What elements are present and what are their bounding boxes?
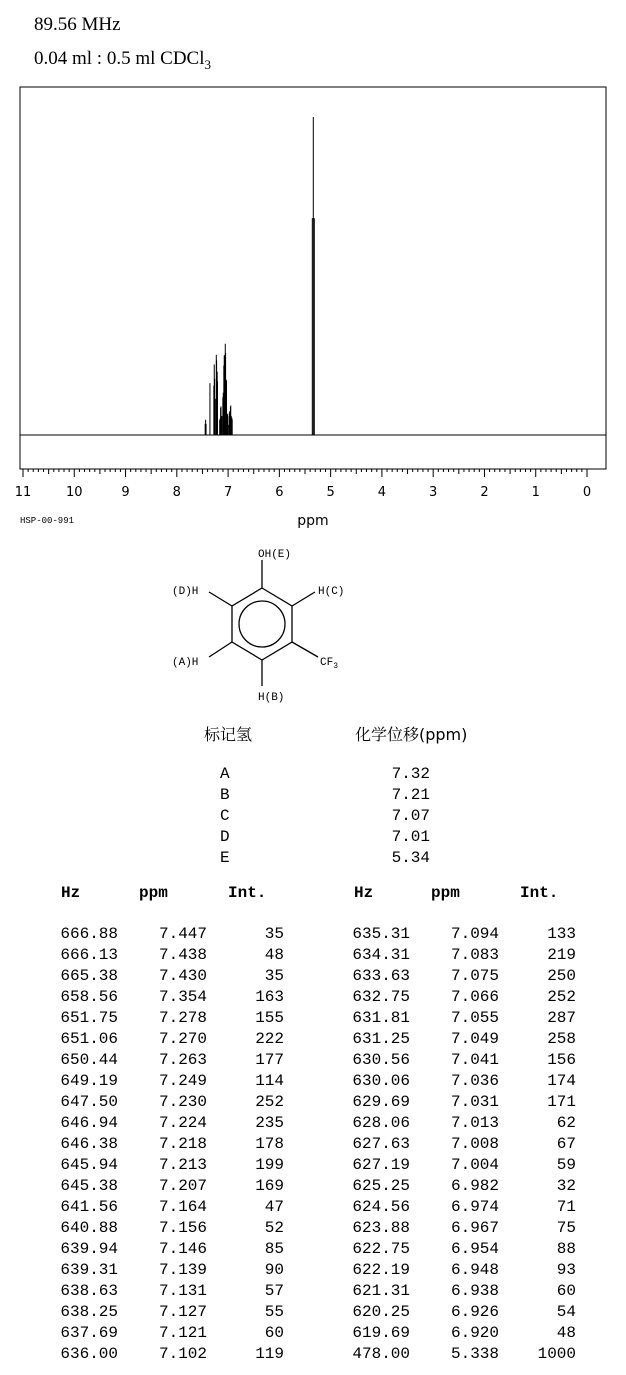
peak-intensity: 48: [264, 946, 284, 964]
assignment-shift: 5.34: [391, 849, 430, 867]
peak-hz: 646.38: [60, 1135, 118, 1153]
peak-row: [328, 1344, 576, 1365]
peak-hz: 646.94: [60, 1114, 118, 1132]
peak-ppm: 7.249: [158, 1072, 207, 1090]
peak-ppm: 7.447: [158, 925, 207, 943]
peak-table-right: [328, 924, 576, 1365]
peak-row: [328, 1260, 576, 1281]
label-oh: OH(E): [258, 549, 292, 561]
x-tick-label-11: 11: [14, 485, 32, 500]
peak-ppm: 7.066: [450, 988, 499, 1006]
peak-hz: 651.75: [60, 1009, 118, 1027]
peak-row: [36, 1281, 284, 1302]
peak-intensity: 199: [255, 1156, 284, 1174]
peak-row: [328, 966, 576, 987]
cf3-text: CF: [320, 657, 334, 669]
spectrometer-frequency: 89.56 MHz: [34, 14, 121, 35]
peak-hz: 619.69: [352, 1324, 410, 1342]
peak-row: [36, 1302, 284, 1323]
peak-row: [328, 1302, 576, 1323]
peak-row: [36, 1050, 284, 1071]
spectrum-code: HSP-00-991: [20, 516, 75, 526]
peak-intensity: 35: [264, 967, 284, 985]
peak-ppm: 7.008: [450, 1135, 499, 1153]
cf3-subscript: 3: [333, 662, 339, 671]
molecule-structure: [150, 540, 390, 710]
peak-row: [36, 1134, 284, 1155]
peak-row: [328, 1113, 576, 1134]
peak-intensity: 59: [556, 1156, 576, 1174]
peak-hz: 658.56: [60, 988, 118, 1006]
assignment-proton: B: [220, 786, 230, 804]
peak-ppm: 6.926: [450, 1303, 499, 1321]
peak-intensity: 55: [264, 1303, 284, 1321]
peak-hz: 651.06: [60, 1030, 118, 1048]
peak-ppm: 7.041: [450, 1051, 499, 1069]
peak-intensity: 32: [556, 1177, 576, 1195]
peak-ppm: 7.146: [158, 1240, 207, 1258]
peak-intensity: 258: [547, 1030, 576, 1048]
bond-hd: [209, 592, 232, 606]
peak-hz: 622.19: [352, 1261, 410, 1279]
peak-hz: 627.63: [352, 1135, 410, 1153]
assignment-table: [210, 764, 430, 869]
assignment-row: [210, 785, 430, 806]
peak-ppm: 7.004: [450, 1156, 499, 1174]
peak-header-hz-right: Hz: [354, 884, 374, 902]
peak-ppm: 6.948: [450, 1261, 499, 1279]
peak-ppm: 7.207: [158, 1177, 207, 1195]
label-hc: H(C): [318, 586, 345, 598]
peak-intensity: 54: [556, 1303, 576, 1321]
peak-row: [36, 987, 284, 1008]
peak-intensity: 235: [255, 1114, 284, 1132]
peak-header-int-left: Int.: [228, 884, 267, 902]
peak-hz: 630.06: [352, 1072, 410, 1090]
peak-hz: 639.31: [60, 1261, 118, 1279]
peak-hz: 635.31: [352, 925, 410, 943]
peak-intensity: 156: [547, 1051, 576, 1069]
spectrum-peaks: [205, 117, 313, 435]
peak-row: [36, 1197, 284, 1218]
peak-intensity: 119: [255, 1345, 284, 1363]
peak-intensity: 133: [547, 925, 576, 943]
peak-row: [328, 1155, 576, 1176]
peak-hz: 634.31: [352, 946, 410, 964]
peak-ppm: 7.131: [158, 1282, 207, 1300]
label-hb: H(B): [258, 692, 285, 704]
peak-row: [328, 1323, 576, 1344]
peak-intensity: 71: [556, 1198, 576, 1216]
assignment-proton: C: [220, 807, 230, 825]
assignment-row: [210, 764, 430, 785]
peak-hz: 632.75: [352, 988, 410, 1006]
peak-row: [328, 1281, 576, 1302]
peak-hz: 631.81: [352, 1009, 410, 1027]
peak-hz: 665.38: [60, 967, 118, 985]
x-axis: [15, 469, 606, 500]
peak-ppm: 7.013: [450, 1114, 499, 1132]
peak-hz: 649.19: [60, 1072, 118, 1090]
peak-row: [328, 1239, 576, 1260]
peak-intensity: 169: [255, 1177, 284, 1195]
peak-ppm: 6.954: [450, 1240, 499, 1258]
peak-hz: 647.50: [60, 1093, 118, 1111]
x-tick-label-2: 2: [480, 485, 489, 500]
peak-ppm: 7.224: [158, 1114, 207, 1132]
x-tick-label-6: 6: [275, 485, 284, 500]
peak-row: [36, 1029, 284, 1050]
bond-cf3: [292, 642, 318, 657]
peak-header-ppm-left: ppm: [139, 884, 168, 902]
peak-row: [36, 1260, 284, 1281]
peak-intensity: 52: [264, 1219, 284, 1237]
peak-ppm: 7.083: [450, 946, 499, 964]
peak-hz: 631.25: [352, 1030, 410, 1048]
peak-hz: 666.13: [60, 946, 118, 964]
peak-ppm: 7.049: [450, 1030, 499, 1048]
peak-hz: 639.94: [60, 1240, 118, 1258]
x-tick-label-8: 8: [172, 485, 181, 500]
peak-hz: 627.19: [352, 1156, 410, 1174]
peak-row: [328, 1008, 576, 1029]
peak-hz: 622.75: [352, 1240, 410, 1258]
peak-intensity: 155: [255, 1009, 284, 1027]
x-tick-label-0: 0: [582, 485, 592, 500]
peak-intensity: 93: [556, 1261, 576, 1279]
peak-intensity: 252: [547, 988, 576, 1006]
x-tick-label-1: 1: [531, 485, 540, 500]
peak-row: [36, 1239, 284, 1260]
bond-ha: [209, 642, 232, 657]
solvent-subscript: 3: [204, 57, 211, 72]
peak-row: [36, 1323, 284, 1344]
solvent-text: 0.04 ml : 0.5 ml CDCl: [34, 48, 205, 69]
peak-intensity: 62: [556, 1114, 576, 1132]
assignment-shift: 7.32: [391, 765, 430, 783]
peak-row: [328, 1176, 576, 1197]
assignment-label-header: 标记氢: [204, 725, 253, 744]
peak-hz: 478.00: [352, 1345, 410, 1363]
peak-ppm: 7.036: [450, 1072, 499, 1090]
peak-row: [328, 1050, 576, 1071]
peak-hz: 637.69: [60, 1324, 118, 1342]
peak-hz: 625.25: [352, 1177, 410, 1195]
peak-hz: 640.88: [60, 1219, 118, 1237]
peak-row: [36, 1008, 284, 1029]
peak-row: [36, 1344, 284, 1365]
peak-row: [328, 1071, 576, 1092]
peak-ppm: 7.354: [158, 988, 207, 1006]
label-ha: (A)H: [172, 657, 199, 669]
assignment-shift: 7.01: [391, 828, 430, 846]
peak-intensity: 60: [556, 1282, 576, 1300]
peak-ppm: 7.218: [158, 1135, 207, 1153]
peak-hz: 666.88: [60, 925, 118, 943]
peak-ppm: 7.127: [158, 1303, 207, 1321]
peak-header-int-right: Int.: [520, 884, 559, 902]
peak-ppm: 7.213: [158, 1156, 207, 1174]
peak-row: [328, 1134, 576, 1155]
peak-row: [36, 1218, 284, 1239]
peak-intensity: 57: [264, 1282, 284, 1300]
peak-ppm: 7.102: [158, 1345, 207, 1363]
peak-intensity: 85: [264, 1240, 284, 1258]
assignment-shift: 7.21: [391, 786, 430, 804]
benzene-ring: [232, 588, 292, 660]
peak-hz: 633.63: [352, 967, 410, 985]
peak-row: [328, 924, 576, 945]
peak-row: [36, 1155, 284, 1176]
peak-intensity: 219: [547, 946, 576, 964]
peak-intensity: 163: [255, 988, 284, 1006]
peak-hz: 641.56: [60, 1198, 118, 1216]
peak-intensity: 67: [556, 1135, 576, 1153]
peak-row: [36, 945, 284, 966]
peak-row: [328, 987, 576, 1008]
peak-ppm: 7.164: [158, 1198, 207, 1216]
peak-ppm: 7.270: [158, 1030, 207, 1048]
assignment-row: [210, 806, 430, 827]
peak-hz: 645.38: [60, 1177, 118, 1195]
assignment-proton: D: [220, 828, 230, 846]
peak-intensity: 48: [556, 1324, 576, 1342]
label-cf3: [320, 657, 338, 671]
aromatic-circle: [239, 601, 285, 647]
peak-ppm: 6.920: [450, 1324, 499, 1342]
peak-ppm: 6.982: [450, 1177, 499, 1195]
x-tick-label-9: 9: [121, 485, 130, 500]
peak-intensity: 60: [264, 1324, 284, 1342]
peak-ppm: 6.938: [450, 1282, 499, 1300]
peak-hz: 621.31: [352, 1282, 410, 1300]
x-tick-label-10: 10: [65, 485, 83, 500]
peak-intensity: 177: [255, 1051, 284, 1069]
peak-intensity: 35: [264, 925, 284, 943]
peak-row: [36, 1113, 284, 1134]
peak-row: [328, 1197, 576, 1218]
peak-ppm: 7.263: [158, 1051, 207, 1069]
peak-hz: 623.88: [352, 1219, 410, 1237]
x-tick-label-5: 5: [326, 485, 335, 500]
peak-intensity: 252: [255, 1093, 284, 1111]
assignment-proton: A: [220, 765, 230, 783]
x-tick-label-3: 3: [429, 485, 438, 500]
peak-hz: 624.56: [352, 1198, 410, 1216]
peak-row: [36, 1092, 284, 1113]
peak-hz: 638.63: [60, 1282, 118, 1300]
peak-hz: 620.25: [352, 1303, 410, 1321]
peak-header-ppm-right: ppm: [431, 884, 460, 902]
peak-ppm: 6.967: [450, 1219, 499, 1237]
peak-hz: 629.69: [352, 1093, 410, 1111]
peak-hz: 645.94: [60, 1156, 118, 1174]
peak-intensity: 174: [547, 1072, 576, 1090]
peak-ppm: 7.156: [158, 1219, 207, 1237]
peak-ppm: 6.974: [450, 1198, 499, 1216]
peak-intensity: 90: [264, 1261, 284, 1279]
peak-hz: 636.00: [60, 1345, 118, 1363]
assignment-shift: 7.07: [391, 807, 430, 825]
peak-intensity: 1000: [537, 1345, 576, 1363]
peak-ppm: 7.121: [158, 1324, 207, 1342]
peak-row: [36, 966, 284, 987]
peak-hz: 638.25: [60, 1303, 118, 1321]
peak-intensity: 171: [547, 1093, 576, 1111]
peak-ppm: 7.230: [158, 1093, 207, 1111]
assignment-proton: E: [220, 849, 230, 867]
assignment-row: [210, 848, 430, 869]
peak-ppm: 7.094: [450, 925, 499, 943]
peak-ppm: 7.055: [450, 1009, 499, 1027]
peak-row: [328, 1092, 576, 1113]
peak-intensity: 88: [556, 1240, 576, 1258]
peak-row: [36, 1176, 284, 1197]
peak-ppm: 7.278: [158, 1009, 207, 1027]
peak-row: [36, 1071, 284, 1092]
peak-intensity: 178: [255, 1135, 284, 1153]
peak-ppm: 7.430: [158, 967, 207, 985]
peak-row: [328, 1218, 576, 1239]
x-axis-label: ppm: [297, 513, 329, 529]
nmr-spectrum-chart: [0, 80, 626, 530]
peak-hz: 650.44: [60, 1051, 118, 1069]
assignment-shift-header: 化学位移(ppm): [355, 725, 468, 744]
peak-ppm: 5.338: [450, 1345, 499, 1363]
peak-intensity: 250: [547, 967, 576, 985]
peak-intensity: 47: [264, 1198, 284, 1216]
peak-ppm: 7.438: [158, 946, 207, 964]
label-hd: (D)H: [172, 586, 199, 598]
peak-ppm: 7.139: [158, 1261, 207, 1279]
peak-ppm: 7.075: [450, 967, 499, 985]
peak-intensity: 114: [255, 1072, 284, 1090]
x-tick-label-4: 4: [377, 485, 387, 500]
peak-hz: 630.56: [352, 1051, 410, 1069]
peak-intensity: 287: [547, 1009, 576, 1027]
peak-hz: 628.06: [352, 1114, 410, 1132]
peak-row: [328, 1029, 576, 1050]
peak-row: [36, 924, 284, 945]
bond-hc: [292, 592, 315, 606]
peak-table-left: [36, 924, 284, 1365]
peak-header-hz-left: Hz: [61, 884, 81, 902]
peak-intensity: 75: [556, 1219, 576, 1237]
sample-solvent: [34, 48, 211, 73]
assignment-row: [210, 827, 430, 848]
x-tick-label-7: 7: [223, 485, 233, 500]
peak-ppm: 7.031: [450, 1093, 499, 1111]
peak-intensity: 222: [255, 1030, 284, 1048]
peak-row: [328, 945, 576, 966]
